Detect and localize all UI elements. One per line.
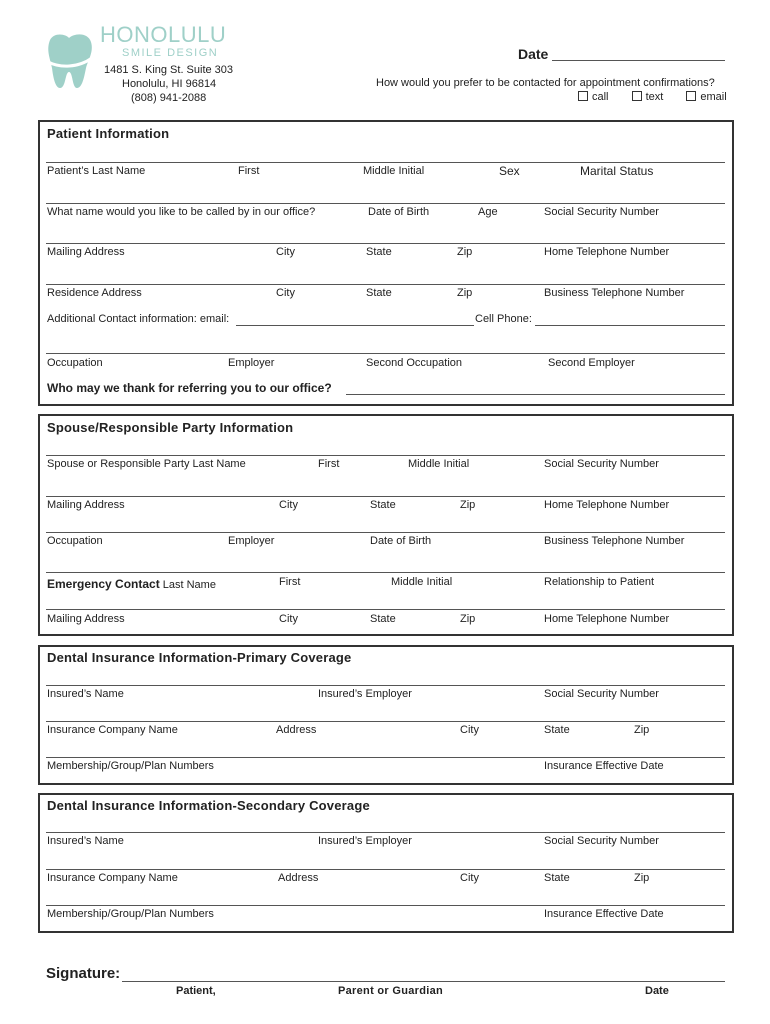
label-mailing-address: Mailing Address bbox=[47, 246, 125, 258]
label-spouse-mailing: Mailing Address bbox=[47, 499, 125, 511]
email-field[interactable] bbox=[236, 325, 474, 326]
label-cell-phone: Cell Phone: bbox=[475, 313, 532, 325]
label-called-by: What name would you like to be called by in our office? bbox=[47, 206, 316, 218]
label-secondary-ssn: Social Security Number bbox=[544, 835, 659, 847]
label-secondary-effective-date: Insurance Effective Date bbox=[544, 908, 664, 920]
label-primary-insured-employer: Insured’s Employer bbox=[318, 688, 412, 700]
patient-residence-line[interactable] bbox=[46, 284, 725, 285]
label-secondary-insured-employer: Insured’s Employer bbox=[318, 835, 412, 847]
spouse-section bbox=[38, 414, 734, 636]
contact-options bbox=[578, 91, 727, 103]
label-emergency-city: City bbox=[279, 613, 298, 625]
primary-insured-line[interactable] bbox=[46, 685, 725, 686]
label-occupation: Occupation bbox=[47, 357, 103, 369]
label-additional-email: Additional Contact information: email: bbox=[47, 313, 230, 325]
primary-company-line[interactable] bbox=[46, 721, 725, 722]
emergency-line[interactable] bbox=[46, 572, 725, 573]
label-residence-address: Residence Address bbox=[47, 287, 142, 299]
label-spouse-employer: Employer bbox=[228, 535, 275, 547]
label-spouse-occupation: Occupation bbox=[47, 535, 103, 547]
label-primary-state: State bbox=[544, 724, 570, 736]
label-residence-zip: Zip bbox=[457, 287, 473, 299]
date-field[interactable] bbox=[552, 60, 725, 61]
label-emergency-home-phone: Home Telephone Number bbox=[544, 613, 670, 625]
practice-subtitle: SMILE DESIGN bbox=[122, 47, 219, 59]
label-emergency-middle: Middle Initial bbox=[391, 576, 453, 588]
call-checkbox[interactable] bbox=[578, 91, 588, 101]
label-spouse-business-phone: Business Telephone Number bbox=[544, 535, 685, 547]
label-emergency-mailing: Mailing Address bbox=[47, 613, 125, 625]
spouse-name-line[interactable] bbox=[46, 455, 725, 456]
email-label: email bbox=[700, 91, 727, 103]
signature-label: Signature: bbox=[46, 965, 121, 982]
label-residence-city: City bbox=[276, 287, 295, 299]
secondary-insured-line[interactable] bbox=[46, 832, 725, 833]
label-emergency-zip: Zip bbox=[460, 613, 476, 625]
label-spouse-middle: Middle Initial bbox=[408, 458, 470, 470]
label-secondary-insured-name: Insured’s Name bbox=[47, 835, 124, 847]
label-primary-ssn: Social Security Number bbox=[544, 688, 659, 700]
emergency-mailing-line[interactable] bbox=[46, 609, 725, 610]
label-ssn: Social Security Number bbox=[544, 206, 659, 218]
text-label: text bbox=[645, 91, 664, 103]
label-primary-effective-date: Insurance Effective Date bbox=[544, 760, 664, 772]
label-home-phone: Home Telephone Number bbox=[544, 246, 670, 258]
label-secondary-company: Insurance Company Name bbox=[47, 872, 178, 884]
signature-parent-label: Parent or Guardian bbox=[338, 985, 444, 997]
label-second-employer: Second Employer bbox=[548, 357, 635, 369]
spouse-mailing-line[interactable] bbox=[46, 496, 725, 497]
patient-name-line[interactable] bbox=[46, 162, 725, 163]
practice-name: HONOLULU bbox=[100, 22, 227, 47]
spouse-section-title: Spouse/Responsible Party Information bbox=[47, 420, 294, 435]
address-line-2: Honolulu, HI 96814 bbox=[122, 78, 217, 90]
label-city: City bbox=[276, 246, 295, 258]
label-secondary-membership: Membership/Group/Plan Numbers bbox=[47, 908, 214, 920]
label-secondary-state: State bbox=[544, 872, 570, 884]
secondary-insurance-title: Dental Insurance Information-Secondary Coverage bbox=[47, 798, 370, 813]
label-zip: Zip bbox=[457, 246, 473, 258]
tooth-logo-icon bbox=[44, 32, 94, 90]
label-spouse-dob: Date of Birth bbox=[370, 535, 432, 547]
label-business-phone: Business Telephone Number bbox=[544, 287, 685, 299]
label-emergency-state: State bbox=[370, 613, 396, 625]
emergency-title: Emergency Contact bbox=[47, 577, 160, 591]
label-spouse-last-name: Spouse or Responsible Party Last Name bbox=[47, 458, 246, 470]
label-spouse-home-phone: Home Telephone Number bbox=[544, 499, 670, 511]
label-middle-initial: Middle Initial bbox=[363, 165, 425, 177]
label-secondary-city: City bbox=[460, 872, 479, 884]
patient-section-title: Patient Information bbox=[47, 126, 170, 141]
label-emergency-first: First bbox=[279, 576, 301, 588]
email-checkbox[interactable] bbox=[686, 91, 696, 101]
secondary-membership-line[interactable] bbox=[46, 905, 725, 906]
label-spouse-ssn: Social Security Number bbox=[544, 458, 659, 470]
primary-insurance-title: Dental Insurance Information-Primary Coverage bbox=[47, 650, 352, 665]
patient-called-line[interactable] bbox=[46, 203, 725, 204]
emergency-last-name: Last Name bbox=[159, 579, 216, 591]
label-spouse-state: State bbox=[370, 499, 396, 511]
label-primary-zip: Zip bbox=[634, 724, 650, 736]
label-residence-state: State bbox=[366, 287, 392, 299]
label-emergency-contact bbox=[47, 575, 216, 593]
label-relationship: Relationship to Patient bbox=[544, 576, 655, 588]
label-marital-status: Marital Status bbox=[580, 164, 654, 178]
primary-membership-line[interactable] bbox=[46, 757, 725, 758]
label-second-occupation: Second Occupation bbox=[366, 357, 463, 369]
signature-date-label: Date bbox=[645, 985, 669, 997]
cell-phone-field[interactable] bbox=[535, 325, 725, 326]
label-employer: Employer bbox=[228, 357, 275, 369]
referral-field[interactable] bbox=[346, 394, 725, 395]
signature-field[interactable] bbox=[122, 981, 725, 982]
label-spouse-city: City bbox=[279, 499, 298, 511]
practice-phone: (808) 941-2088 bbox=[131, 92, 207, 104]
secondary-company-line[interactable] bbox=[46, 869, 725, 870]
text-checkbox[interactable] bbox=[632, 91, 642, 101]
label-referral: Who may we thank for referring you to our office? bbox=[47, 381, 332, 395]
label-primary-membership: Membership/Group/Plan Numbers bbox=[47, 760, 214, 772]
label-spouse-first: First bbox=[318, 458, 340, 470]
label-patient-last-name: Patient’s Last Name bbox=[47, 165, 146, 177]
label-sex: Sex bbox=[499, 164, 520, 178]
label-first: First bbox=[238, 165, 260, 177]
label-primary-company: Insurance Company Name bbox=[47, 724, 178, 736]
patient-mailing-line[interactable] bbox=[46, 243, 725, 244]
address-line-1: 1481 S. King St. Suite 303 bbox=[104, 64, 234, 76]
label-primary-city: City bbox=[460, 724, 479, 736]
label-primary-address: Address bbox=[276, 724, 317, 736]
patient-occupation-line[interactable] bbox=[46, 353, 725, 354]
label-secondary-zip: Zip bbox=[634, 872, 650, 884]
date-label: Date bbox=[518, 46, 549, 62]
spouse-occupation-line[interactable] bbox=[46, 532, 725, 533]
label-spouse-zip: Zip bbox=[460, 499, 476, 511]
signature-patient-label: Patient, bbox=[176, 985, 216, 997]
label-state: State bbox=[366, 246, 392, 258]
label-secondary-address: Address bbox=[278, 872, 319, 884]
label-dob: Date of Birth bbox=[368, 206, 430, 218]
label-primary-insured-name: Insured’s Name bbox=[47, 688, 124, 700]
call-label: call bbox=[592, 91, 609, 103]
contact-question: How would you prefer to be contacted for appointment confirmations? bbox=[376, 77, 715, 89]
label-age: Age bbox=[478, 206, 498, 218]
